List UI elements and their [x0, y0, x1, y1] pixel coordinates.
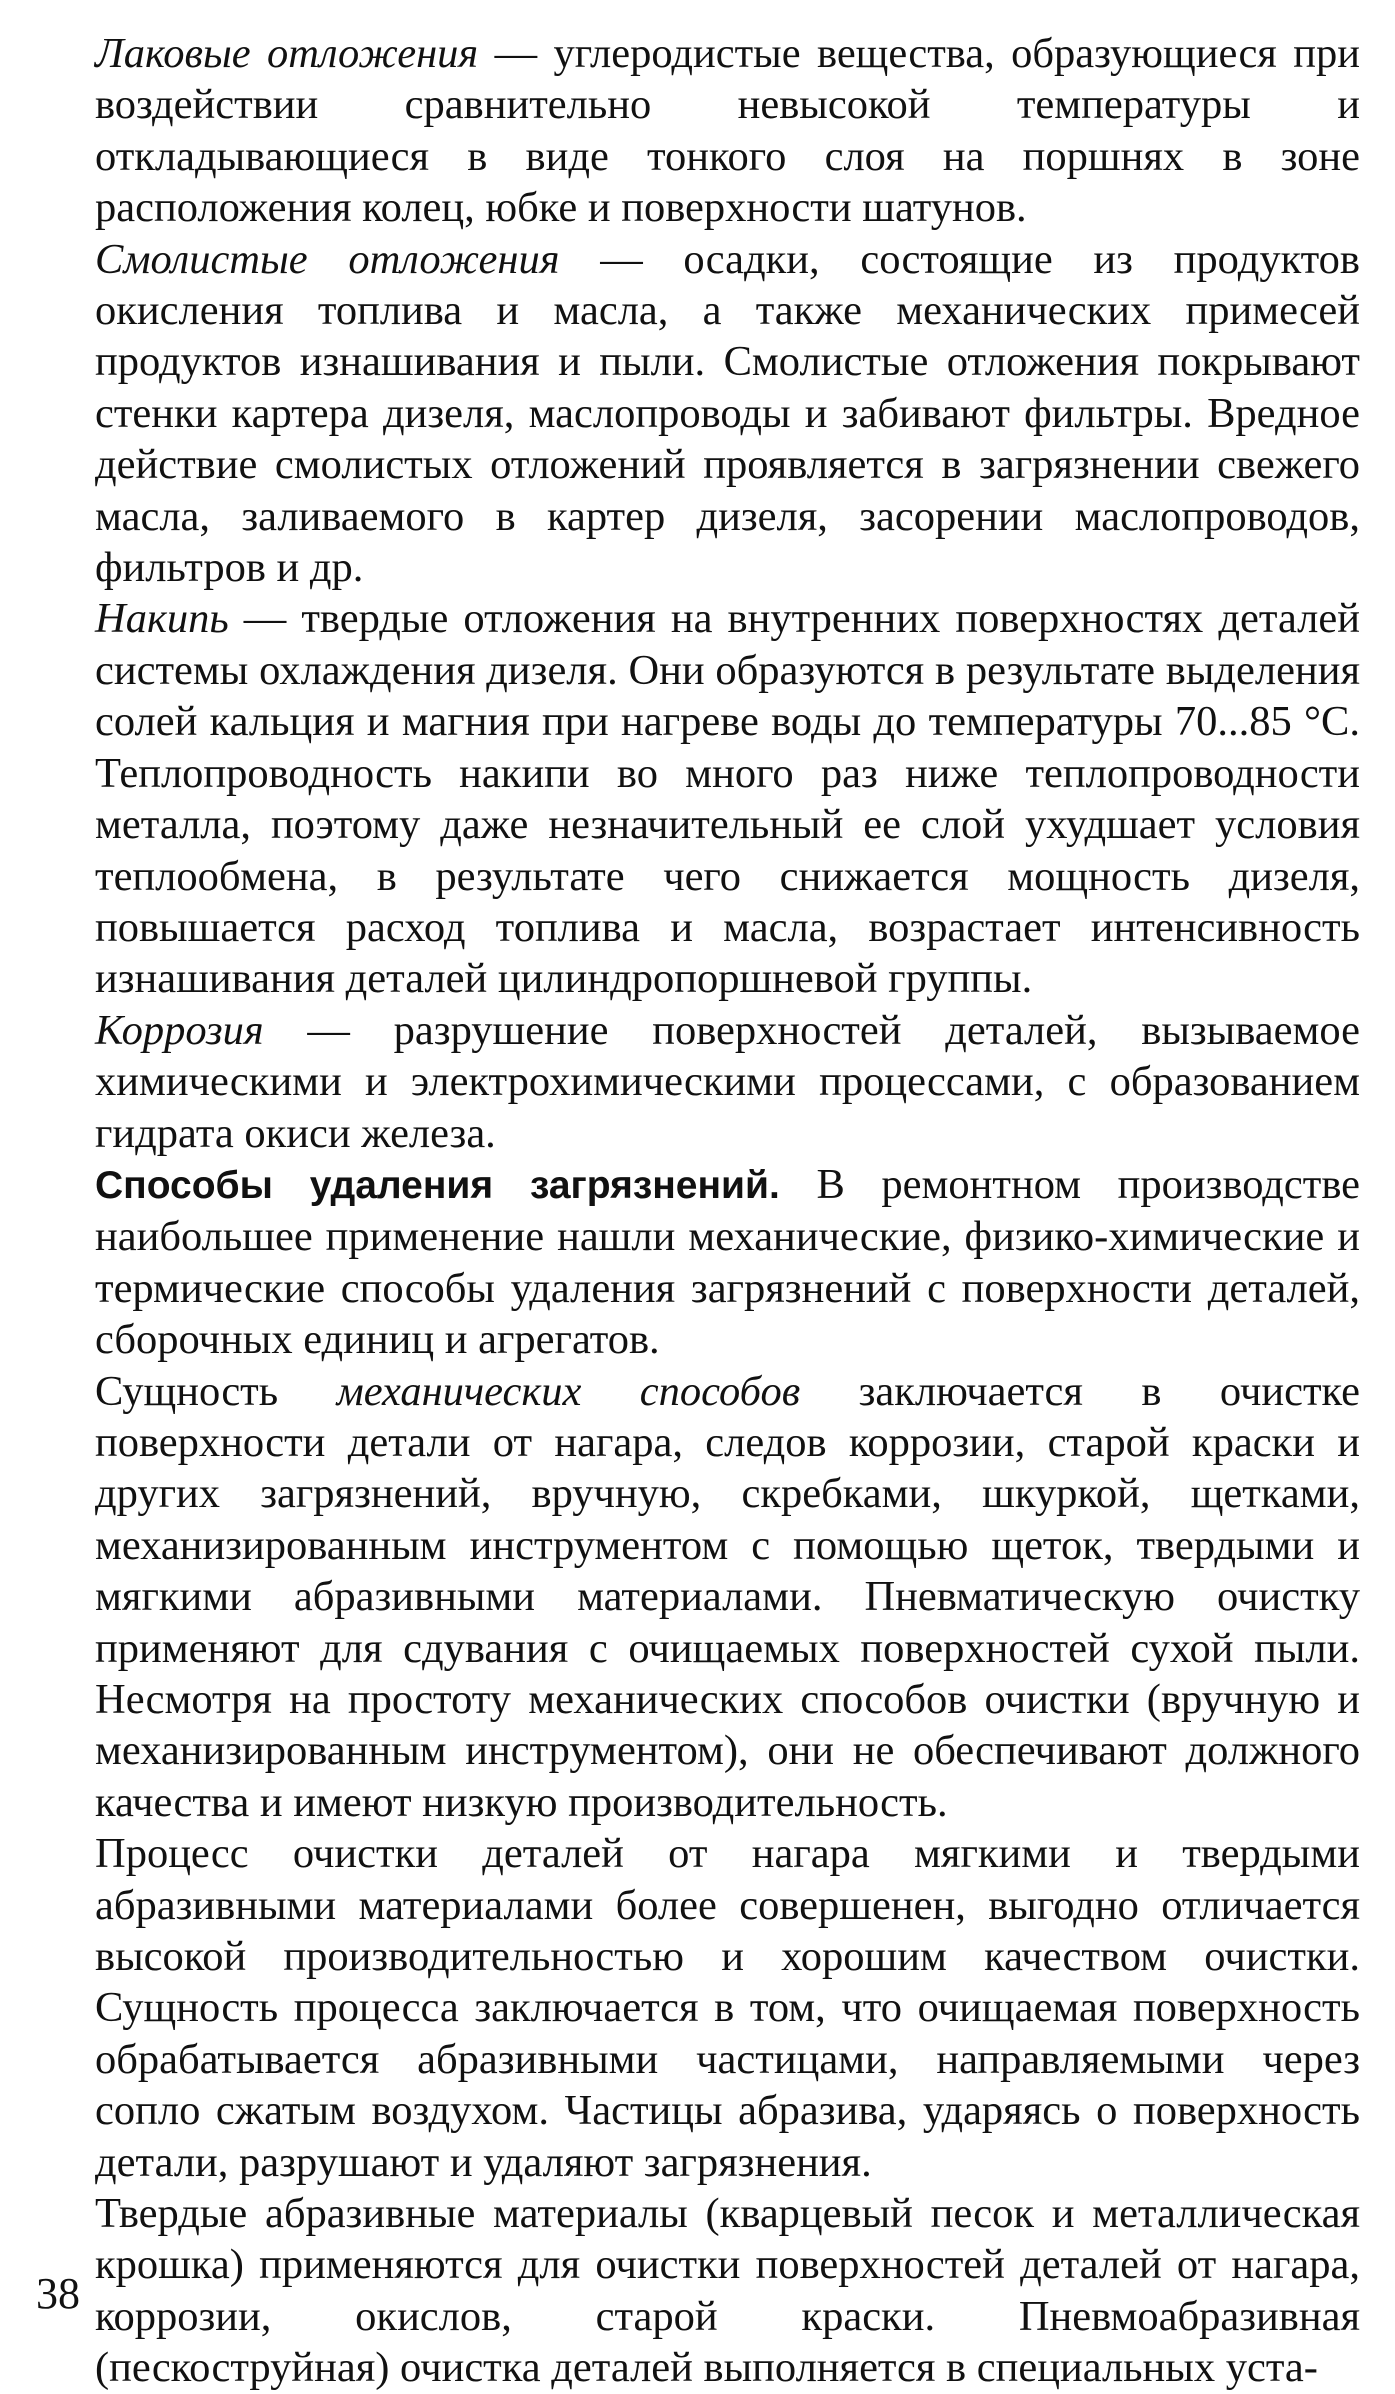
paragraph-text: — твердые отложения на внутренних поверхностях деталей системы охлаждения дизеля. Они образуются в результате выделения солей кальция и магния при нагреве воды до температуры 70...85 °C. Теплопроводность накипи во много раз ниже теплопроводности металла, поэтому даже незначительный ее слой ухудшает условия теплообмена, в результате чего снижается мощность дизеля, повышается расход топлива и масла, возрастает интенсивность изнашивания деталей цилиндропоршневой группы. — [95, 595, 1360, 1003]
paragraph-text: Процесс очистки деталей от нагара мягкими и твердыми абразивными материалами более совершенен, выгодно отличается высокой производительностью и хорошим качеством очистки. Сущность процесса заключается в том, что очищаемая поверхность обрабатывается абразивными частицами, направляемыми через сопло сжатым воздухом. Частицы абразива, ударяясь о поверхность детали, разрушают и удаляют загрязнения. — [95, 1830, 1360, 2186]
paragraph-scale — [95, 593, 1360, 1004]
page-body — [95, 28, 1360, 2394]
page-number: 38 — [36, 2269, 80, 2318]
paragraph-text: — осадки, состоящие из продуктов окисления топлива и масла, а также механических примесей продуктов изнашивания и пыли. Смолистые отложения покрывают стенки картера дизеля, маслопроводы и забивают фильтры. Вредное действие смолистых отложений проявляется в загрязнении свежего масла, заливаемого в картер дизеля, засорении маслопроводов, фильтров и др. — [95, 235, 1360, 592]
paragraph-resin-deposits — [95, 234, 1360, 594]
paragraph-mechanical-methods — [95, 1366, 1360, 1829]
term-scale: Накипь — [95, 595, 229, 643]
term-resin-deposits: Смолистые отложения — [95, 235, 560, 283]
paragraph-text: заключается в очистке поверхности детали от нагара, следов коррозии, старой краски и других загрязнений, вручную, скребками, шкуркой, щетками, механизированным инструментом с помощью щеток, твердыми и мягкими абразивными материалами. Пневматическую очистку применяют для сдувания с очищаемых поверхностей сухой пыли. Несмотря на простоту механических способов очистки (вручную и механизированным инструментом), они не обеспечивают должного качества и имеют низкую производительность. — [95, 1367, 1360, 1826]
term-mechanical-methods: механических способов — [336, 1367, 801, 1415]
paragraph-corrosion — [95, 1005, 1360, 1159]
paragraph-abrasive-process — [95, 1828, 1360, 2188]
paragraph-cleaning-methods — [95, 1159, 1360, 1366]
paragraph-hard-abrasives — [95, 2188, 1360, 2394]
paragraph-text: В ремонтном производстве наибольшее применение нашли механические, физико-химические и термические способы удаления загрязнений с поверхности деталей, сборочных единиц и агрегатов. — [95, 1160, 1361, 1364]
paragraph-text-pre: Сущность — [95, 1367, 337, 1415]
paragraph-text: — углеродистые вещества, образующиеся при воздействии сравнительно невысокой температуры и откладывающиеся в виде тонкого слоя на поршнях в зоне расположения колец, юбке и поверхности шатунов. — [95, 30, 1361, 232]
paragraph-lacquer-deposits — [95, 28, 1360, 234]
paragraph-text: Твердые абразивные материалы (кварцевый песок и металлическая крошка) применяются для очистки поверхностей деталей от нагара, коррозии, окислов, старой краски. Пневмоабразивная (пескоструйная) очистка деталей выполняется в специальных уста- — [95, 2190, 1360, 2392]
paragraph-text: — разрушение поверхностей деталей, вызываемое химическими и электрохимическими процессами, с образованием гидрата окиси железа. — [95, 1006, 1360, 1157]
term-corrosion: Коррозия — [95, 1006, 264, 1054]
term-lacquer-deposits: Лаковые отложения — [95, 30, 479, 77]
section-lead-heading: Способы удаления загрязнений. — [95, 1163, 780, 1207]
